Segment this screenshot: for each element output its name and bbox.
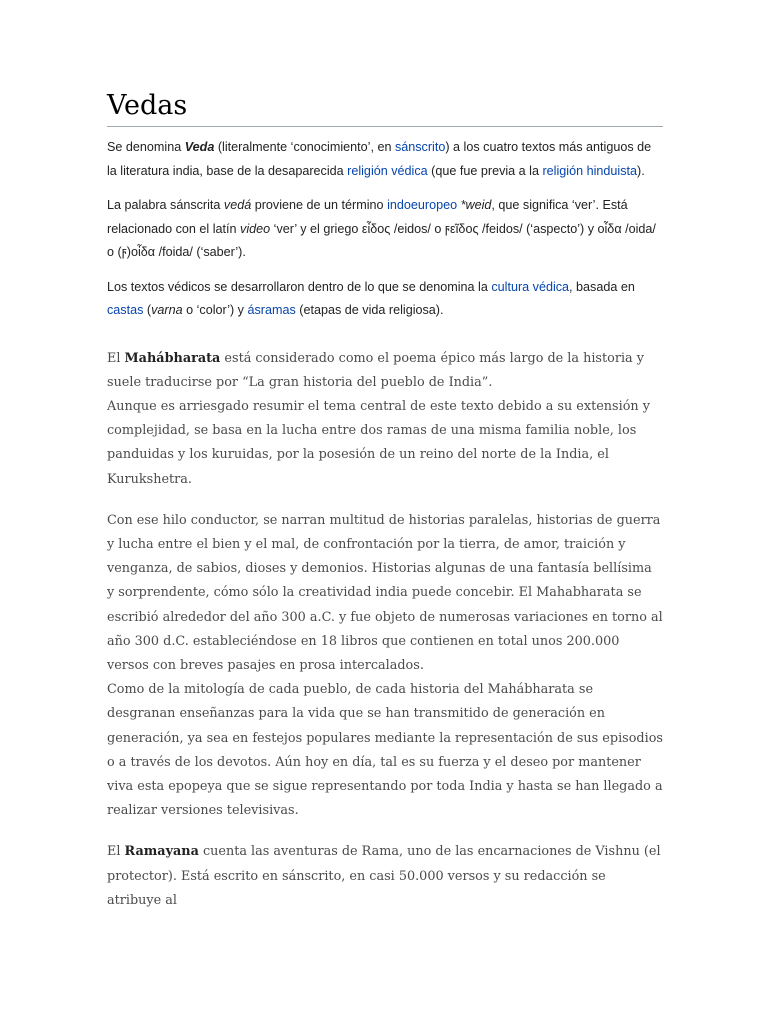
link-asramas[interactable]: ásramas	[247, 303, 296, 317]
wiki-paragraph-etymology	[107, 194, 663, 265]
essay-paragraph-mahabharata	[107, 347, 663, 395]
text: cuenta las aventuras de Rama, uno de las encarnaciones de Vishnu (el protector). Está escrito en sánscrito, en casi 50.000 versos y su redacción se atribuye al	[107, 844, 661, 908]
link-religion-hinduista[interactable]: religión hinduista	[542, 163, 637, 178]
text: ‘ver’ y el griego εἶδος /eidos/ o ϝεῖδος /feidos/ (‘aspecto’) y οἶδα /oida/ o (ϝ)οἶδα /foida/ (‘saber’).	[107, 221, 656, 259]
essay-paragraph-ramayana	[107, 840, 663, 913]
term-video: video	[240, 221, 271, 236]
essay-paragraph-teachings: Como de la mitología de cada pueblo, de cada historia del Mahábharata se desgranan enseñanzas para la vida que se han transmitido de generación en generación, ya sea en festejos populares mediante la representación de sus episodios o a través de los devotos. Aún hoy en día, tal es su fuerza y el deseo por mantener viva esta epopeya que se sigue representando por toda India y hasta se han llegado a realizar versiones televisivas.	[107, 682, 663, 819]
page-title: Vedas	[107, 88, 663, 127]
wiki-section	[107, 136, 663, 323]
text: Se denomina	[107, 140, 185, 154]
wiki-paragraph-culture	[107, 276, 663, 323]
text: , que significa ‘ver’. Está relacionado con el latín	[107, 198, 628, 236]
document-page	[107, 88, 663, 930]
text: (etapas de vida religiosa).	[295, 303, 444, 317]
wiki-paragraph-definition	[107, 136, 663, 183]
essay-section	[107, 347, 663, 913]
essay-paragraph-theme: Aunque es arriesgado resumir el tema central de este texto debido a su extensión y complejidad, se basa en la lucha entre dos ramas de una misma familia noble, los panduidas y los kuruidas, por la posesión de un reino del norte de la India, el Kurukshetra.	[107, 398, 650, 487]
link-indoeuropeo[interactable]: indoeuropeo	[387, 198, 458, 212]
essay-paragraph-stories: Con ese hilo conductor, se narran multitud de historias paralelas, historias de guerra y lucha entre el bien y el mal, de confrontación por la tierra, de amor, traición y venganza, de sabios, dioses y demonios. Historias algunas de una fantasía bellísima y sorprendente, cómo sólo la creatividad india puede concebir. El Mahabharata se escribió alrededor del año 300 a.C. y fue objeto de numerosas variaciones en torno al año 300 d.C. estableciéndose en 18 libros que contienen en total unos 200.000 versos con breves pasajes en prosa intercalados.	[107, 512, 663, 673]
text: o ‘color’) y	[182, 303, 248, 317]
link-cultura-vedica[interactable]: cultura védica	[491, 279, 570, 294]
term-veda-accent: vedá	[223, 198, 252, 212]
term-varna: varna	[151, 303, 183, 317]
link-sanscrito[interactable]: sánscrito	[394, 140, 446, 154]
term-ramayana: Ramayana	[124, 844, 199, 860]
term-weid: *weid	[460, 198, 492, 212]
text: proviene de un término	[251, 198, 388, 212]
link-castas[interactable]: castas	[107, 303, 144, 317]
text: La palabra sánscrita	[107, 198, 224, 212]
text: (que fue previa a la	[427, 163, 543, 178]
term-veda: Veda	[184, 140, 215, 154]
text: está considerado como el poema épico más largo de la historia y suele traducirse por “La gran historia del pueblo de India”.	[107, 350, 644, 390]
text: ) a los cuatro textos más antiguos de la literatura india, base de la desaparecida	[107, 140, 652, 178]
text: Los textos védicos se desarrollaron dentro de lo que se denomina la	[107, 279, 492, 294]
text: El	[107, 844, 125, 860]
text: El	[107, 350, 125, 366]
term-mahabharata: Mahábharata	[124, 350, 221, 366]
text: ).	[637, 163, 645, 178]
text: (literalmente ‘conocimiento’, en	[214, 140, 395, 154]
link-religion-vedica[interactable]: religión védica	[347, 163, 428, 178]
text: (	[143, 303, 152, 317]
text: , basada en	[569, 279, 635, 294]
